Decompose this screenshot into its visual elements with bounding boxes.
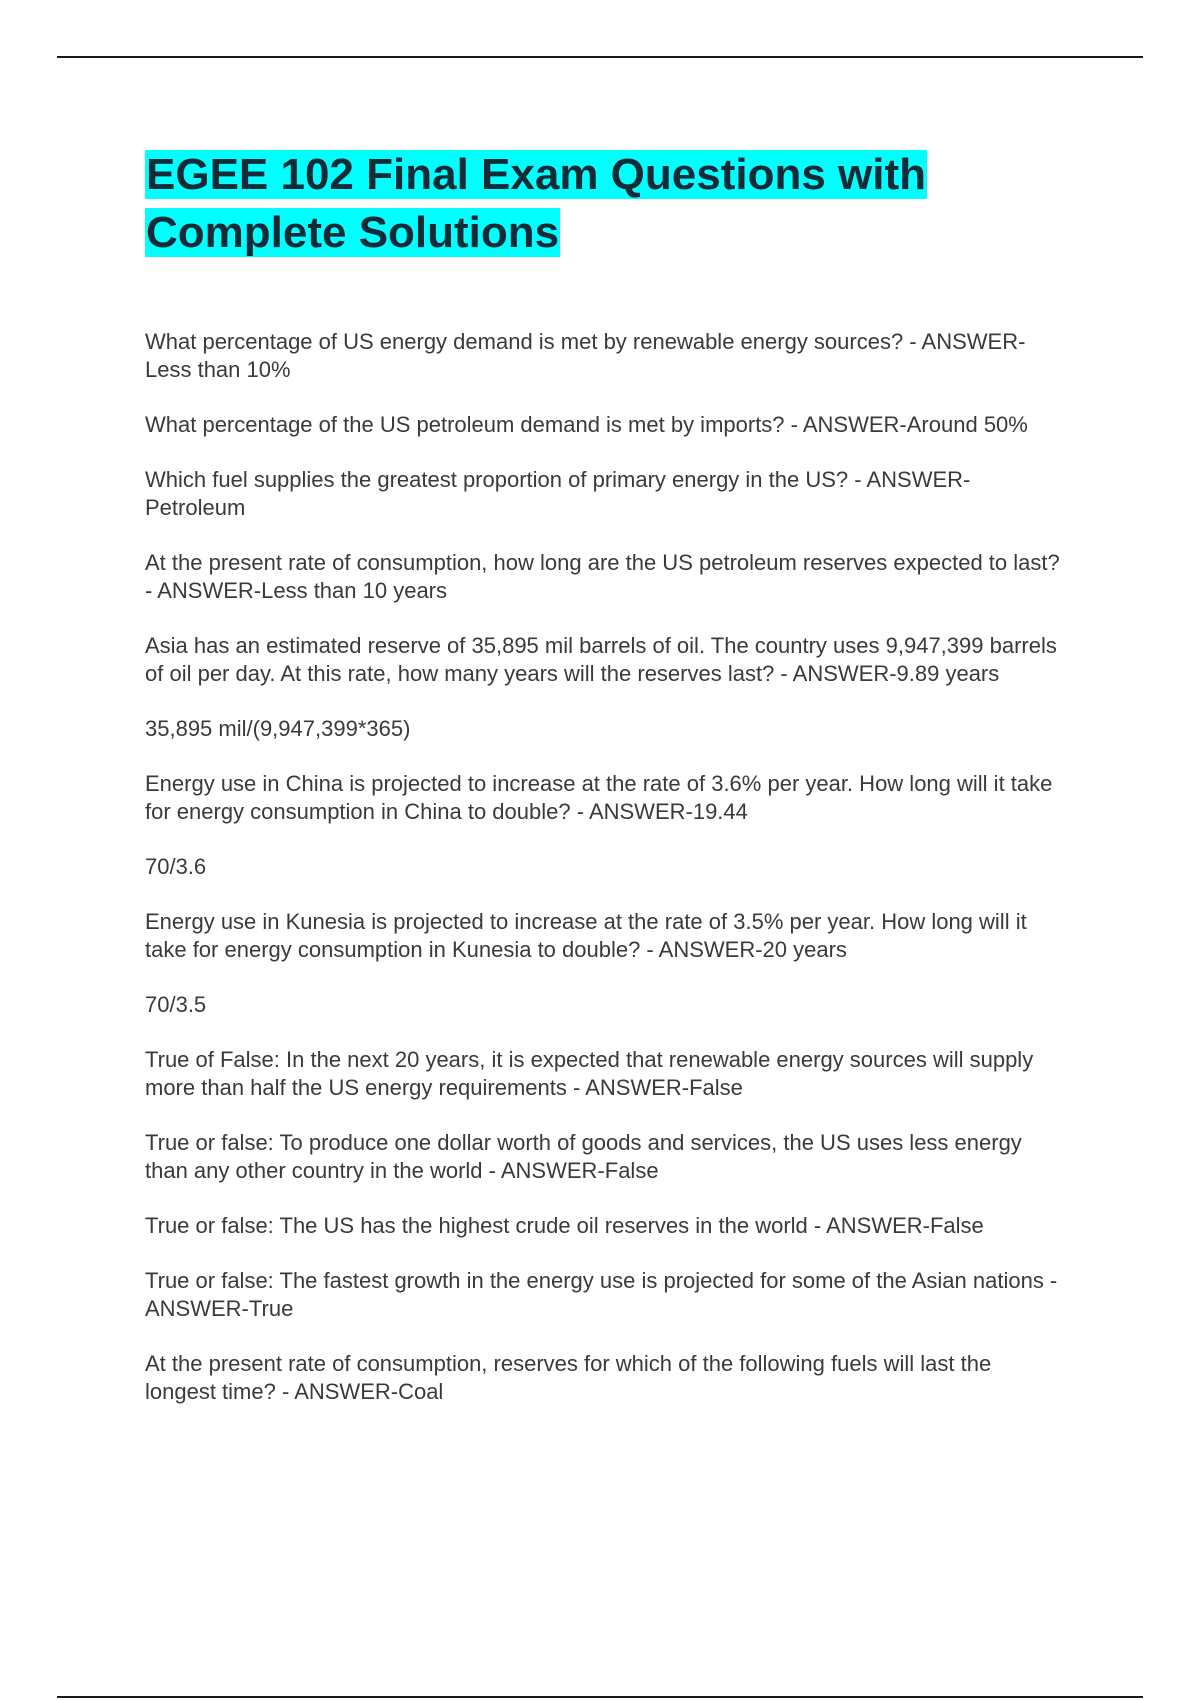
document-title bbox=[145, 146, 1065, 262]
title-line-2: Complete Solutions bbox=[146, 208, 560, 257]
title-line-1: EGEE 102 Final Exam Questions with bbox=[146, 150, 927, 199]
qa-item: True of False: In the next 20 years, it is expected that renewable energy sources will supply more than half the US energy requirements - ANSWER-False bbox=[145, 1047, 1034, 1100]
qa-item: At the present rate of consumption, reserves for which of the following fuels will last the longest time? - ANSWER-Coal bbox=[145, 1351, 992, 1404]
calculation-note: 70/3.5 bbox=[145, 992, 207, 1017]
qa-item: What percentage of US energy demand is met by renewable energy sources? - ANSWER-Less than 10% bbox=[145, 329, 1026, 382]
qa-item: Which fuel supplies the greatest proportion of primary energy in the US? - ANSWER-Petroleum bbox=[145, 467, 971, 520]
qa-item: At the present rate of consumption, how long are the US petroleum reserves expected to last? - ANSWER-Less than 10 years bbox=[145, 550, 1060, 603]
calculation-note: 70/3.6 bbox=[145, 854, 207, 879]
qa-item: True or false: The fastest growth in the energy use is projected for some of the Asian nations - ANSWER-True bbox=[145, 1268, 1058, 1321]
qa-item: Asia has an estimated reserve of 35,895 mil barrels of oil. The country uses 9,947,399 barrels of oil per day. At this rate, how many years will the reserves last? - ANSWER-9.89 years bbox=[145, 633, 1057, 686]
qa-item: True or false: To produce one dollar worth of goods and services, the US uses less energy than any other country in the world - ANSWER-False bbox=[145, 1130, 1022, 1183]
qa-list bbox=[145, 328, 1065, 1406]
qa-item: What percentage of the US petroleum demand is met by imports? - ANSWER-Around 50% bbox=[145, 412, 1028, 437]
qa-item: True or false: The US has the highest crude oil reserves in the world - ANSWER-False bbox=[145, 1213, 984, 1238]
qa-item: Energy use in China is projected to increase at the rate of 3.6% per year. How long will it take for energy consumption in China to double? - ANSWER-19.44 bbox=[145, 771, 1053, 824]
top-rule bbox=[57, 56, 1143, 58]
calculation-note: 35,895 mil/(9,947,399*365) bbox=[145, 716, 411, 741]
bottom-rule bbox=[57, 1696, 1143, 1698]
qa-item: Energy use in Kunesia is projected to increase at the rate of 3.5% per year. How long will it take for energy consumption in Kunesia to double? - ANSWER-20 years bbox=[145, 909, 1027, 962]
document-body bbox=[145, 146, 1065, 1433]
